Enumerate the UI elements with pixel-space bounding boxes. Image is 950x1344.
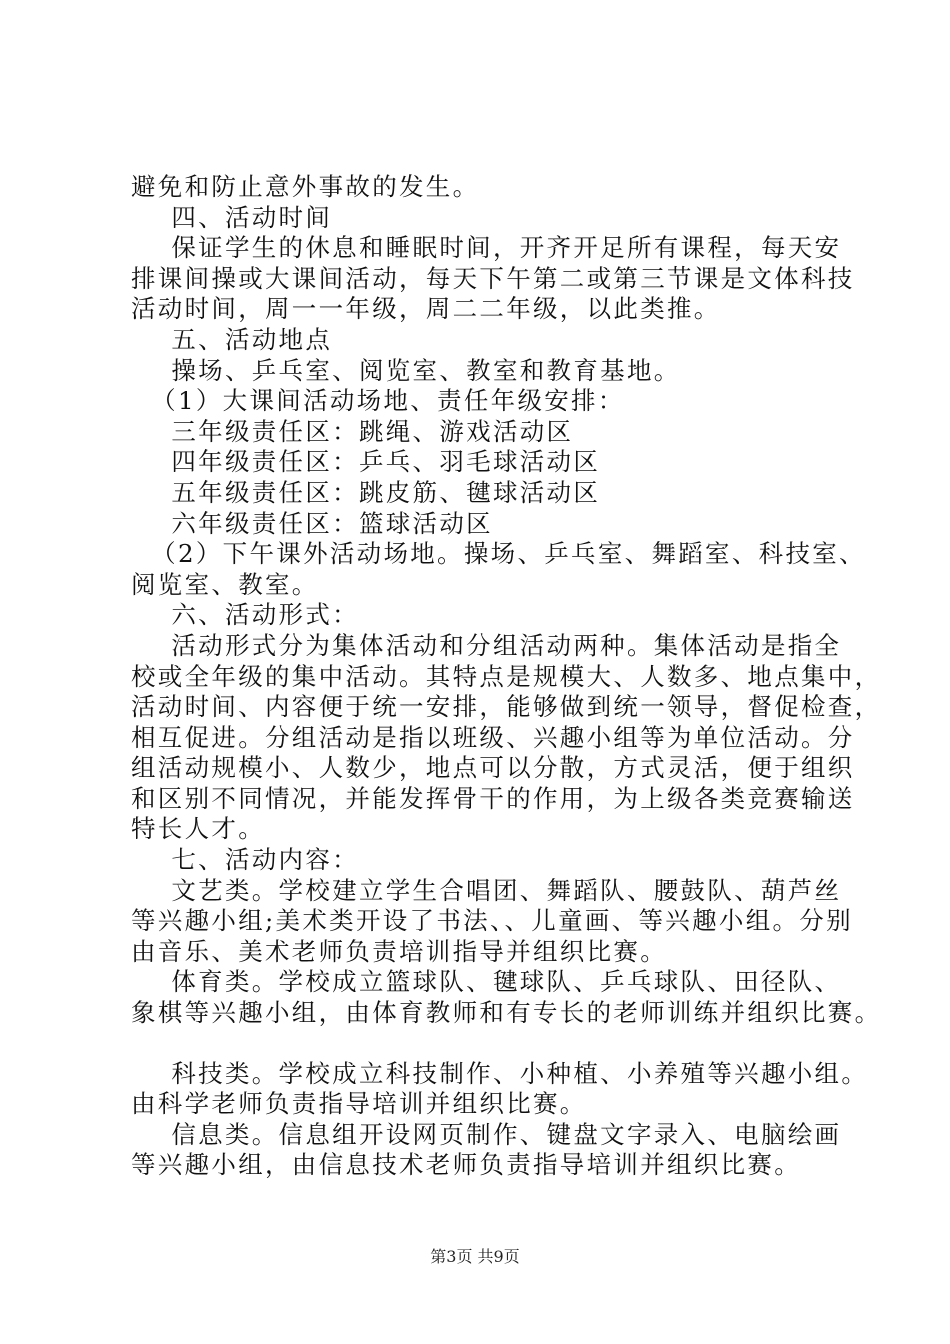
text-line: 等兴趣小组;美术类开设了书法、、儿童画、等兴趣小组。分别 — [131, 906, 853, 936]
text-line: 相互促进。分组活动是指以班级、兴趣小组等为单位活动。分 — [131, 722, 855, 752]
text-line: 等兴趣小组，由信息技术老师负责指导培训并组织比赛。 — [131, 1150, 801, 1180]
page-number-footer: 第3页 共9页 — [430, 1247, 520, 1266]
text-line: 操场、乒乓室、阅览室、教室和教育基地。 — [131, 355, 681, 385]
text-line: 活动形式分为集体活动和分组活动两种。集体活动是指全 — [131, 630, 842, 660]
text-line: 四年级责任区：乒乓、羽毛球活动区 — [131, 447, 601, 477]
text-line: 文艺类。学校建立学生合唱团、舞蹈队、腰鼓队、葫芦丝 — [131, 875, 842, 905]
text-line: 由音乐、美术老师负责培训指导并组织比赛。 — [131, 936, 667, 966]
text-line: 信息类。信息组开设网页制作、键盘文字录入、电脑绘画 — [131, 1119, 842, 1149]
text-line: 由科学老师负责指导培训并组织比赛。 — [131, 1089, 587, 1119]
text-line: 科技类。学校成立科技制作、小种植、小养殖等兴趣小组。 — [131, 1058, 869, 1088]
text-line: 校或全年级的集中活动。其特点是规模大、人数多、地点集中， — [131, 661, 882, 691]
text-line: 和区别不同情况，并能发挥骨干的作用，为上级各类竞赛输送 — [131, 783, 855, 813]
section-heading: 四、活动时间 — [131, 202, 333, 232]
text-line: 五年级责任区：跳皮筋、毽球活动区 — [131, 477, 601, 507]
text-line: 特长人才。 — [131, 814, 265, 844]
text-line: 阅览室、教室。 — [131, 569, 319, 599]
blank-line — [131, 1029, 851, 1059]
text-line: 组活动规模小、人数少，地点可以分散，方式灵活，便于组织 — [131, 753, 855, 783]
text-line: 活动时间、内容便于统一安排，能够做到统一领导，督促检查， — [131, 692, 882, 722]
text-line: 活动时间，周一一年级，周二二年级，以此类推。 — [131, 294, 721, 324]
text-line: 保证学生的休息和睡眠时间，开齐开足所有课程，每天安 — [131, 233, 842, 263]
section-heading: 五、活动地点 — [131, 324, 333, 354]
text-line: 三年级责任区：跳绳、游戏活动区 — [131, 416, 574, 446]
text-line: 六年级责任区：篮球活动区 — [131, 508, 493, 538]
body-text — [131, 172, 882, 1181]
section-heading: 六、活动形式： — [131, 600, 359, 630]
text-line: 排课间操或大课间活动，每天下午第二或第三节课是文体科技 — [131, 263, 855, 293]
section-heading: 七、活动内容： — [131, 845, 359, 875]
text-line: （1）大课间活动场地、责任年级安排： — [131, 386, 625, 416]
text-line: 避免和防止意外事故的发生。 — [131, 172, 480, 201]
text-line: 象棋等兴趣小组，由体育教师和有专长的老师训练并组织比赛。 — [131, 998, 882, 1028]
text-line: 体育类。学校成立篮球队、毽球队、乒乓球队、田径队、 — [131, 967, 842, 997]
text-line: （2）下午课外活动场地。操场、乒乓室、舞蹈室、科技室、 — [131, 539, 866, 569]
